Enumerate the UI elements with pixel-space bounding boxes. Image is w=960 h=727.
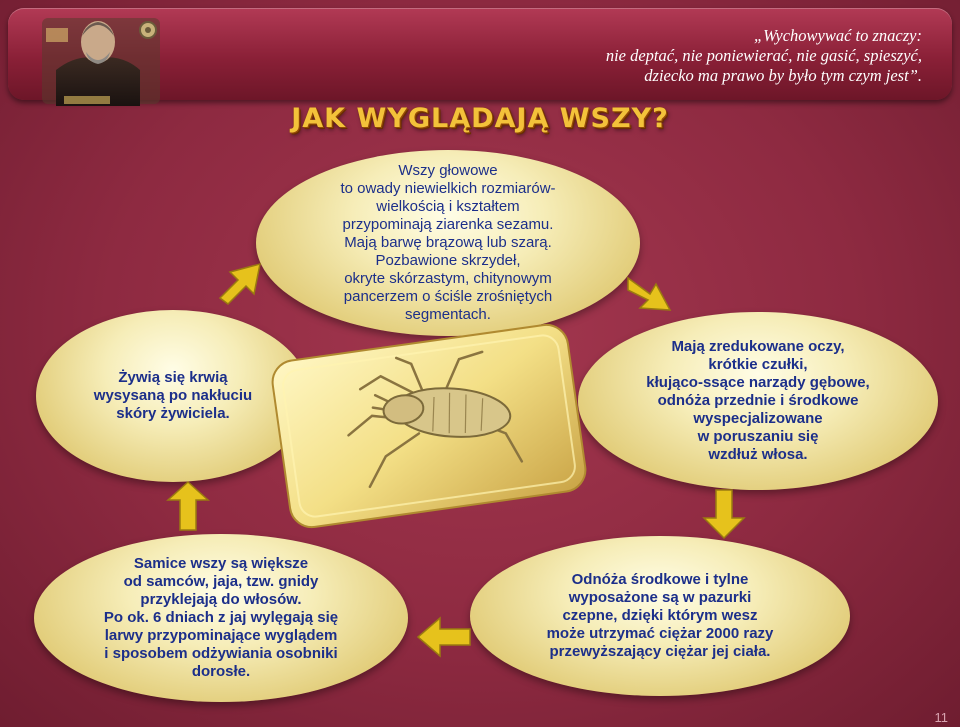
oval-top [256,150,640,336]
oval-line: przypominają ziarenka sezamu. [342,216,554,233]
slide-title: JAK WYGLĄDAJĄ WSZY? [291,103,669,134]
oval-line: wielkością i kształtem [376,198,520,215]
oval-line: wzdłuż włosa. [708,446,808,463]
oval-line: wyposażone są w pazurki [568,589,752,606]
slide-number: 11 [934,710,948,725]
oval-line: od samców, jaja, tzw. gnidy [123,573,319,590]
oval-line: pancerzem o ściśle zrośniętych [343,288,553,305]
oval-line: dorosłe. [191,663,251,680]
oval-bottom-right-text [547,571,774,661]
quote-line: dziecko ma prawo by było tym czym jest”. [644,66,922,85]
oval-line: Mają zredukowane oczy, [671,338,845,355]
oval-line: odnóża przednie i środkowe [657,392,859,409]
oval-line: segmentach. [405,306,491,323]
oval-line: larwy przypominające wyglądem [104,627,338,644]
oval-line: Mają barwę brązową lub szarą. [344,234,552,251]
oval-line: Po ok. 6 dniach z jaj wylęgają się [103,609,339,626]
header-quote [402,26,922,86]
oval-line: może utrzymać ciężar 2000 razy [546,625,774,642]
oval-bottom-left [34,534,408,702]
oval-right-text [646,338,869,464]
arrow-icon [414,614,474,660]
arrow-icon [700,486,748,542]
header-banner [8,8,952,100]
oval-line: wyspecjalizowane [693,410,823,427]
oval-line: Samice wszy są większe [133,555,309,572]
arrow-icon [214,258,268,308]
oval-line: przewyższający ciężar jej ciała. [549,643,771,660]
oval-bottom-right [470,536,850,696]
oval-right [578,312,938,490]
oval-line: przyklejają do włosów. [140,591,302,608]
oval-bottom-left-text [104,555,338,681]
quote-line: „Wychowywać to znaczy: [753,26,922,45]
oval-line: Wszy głowowe [398,162,498,179]
oval-left [36,310,310,482]
quote-line: nie deptać, nie poniewierać, nie gasić, spieszyć, [605,46,922,65]
arrow-icon [164,478,212,534]
oval-line: i sposobem odżywiania osobniki [104,645,338,662]
oval-line: krótkie czułki, [708,356,808,373]
oval-line: Żywią się krwią [118,369,228,386]
louse-illustration-icon [268,320,591,532]
oval-line: kłująco-ssące narządy gębowe, [646,374,870,391]
oval-top-text [340,162,555,324]
oval-line: w poruszaniu się [697,428,819,445]
oval-left-text [94,369,252,423]
oval-line: Pozbawione skrzydeł, [375,252,521,269]
oval-line: wysysaną po nakłuciu [93,387,253,404]
oval-line: okryte skórzastym, chitynowym [344,270,552,287]
oval-line: to owady niewielkich rozmiarów- [340,180,556,197]
oval-line: skóry żywiciela. [116,405,230,422]
portrait-logo-icon [36,10,166,110]
oval-line: czepne, dzięki którym wesz [562,607,758,624]
arrow-icon [622,268,678,316]
oval-line: Odnóża środkowe i tylne [571,571,749,588]
